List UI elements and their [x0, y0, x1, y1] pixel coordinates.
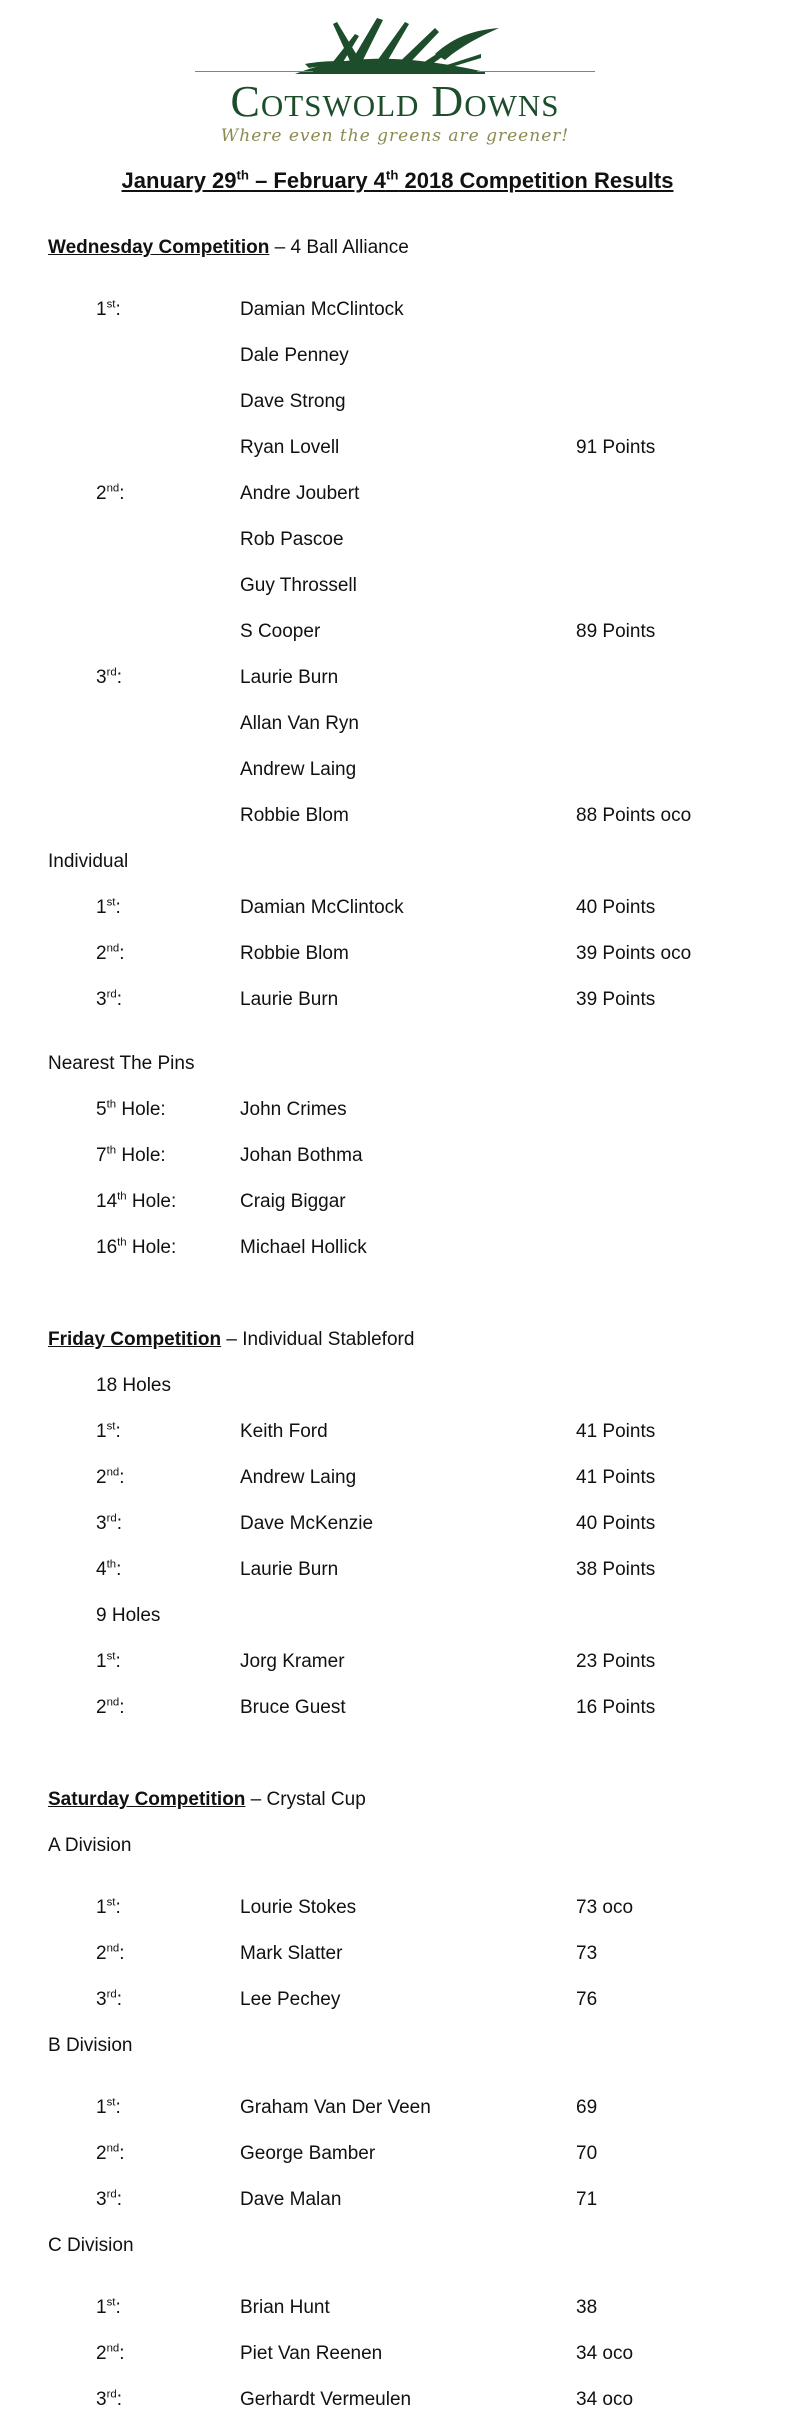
player-name: Gerhardt Vermeulen [240, 2389, 412, 2410]
rank-punct: : [115, 897, 121, 918]
title-sup: th [385, 167, 399, 183]
pin-row [0, 1142, 795, 1170]
rank-number: 1 [96, 2297, 107, 2318]
player-name: Lourie Stokes [240, 1897, 357, 1918]
hole-suffix: th [117, 1190, 127, 1203]
rank-suffix: nd [106, 1696, 120, 1709]
hole-word: Hole: [116, 1099, 166, 1120]
player-name: Johan Bothma [240, 1145, 363, 1166]
hole-suffix: th [117, 1236, 127, 1249]
group-label [0, 1050, 795, 1078]
rank-label [96, 664, 122, 692]
hole-label [96, 1188, 176, 1216]
page-title [0, 168, 795, 194]
group-label-text: C Division [48, 2235, 134, 2256]
rank-label [96, 2340, 125, 2368]
player-name: Mark Slatter [240, 1943, 343, 1964]
score: 39 Points [576, 989, 656, 1010]
rank-punct: : [119, 2143, 125, 2164]
rank-number: 1 [96, 1897, 107, 1918]
section-heading-text: Saturday Competition [48, 1789, 246, 1810]
rank-suffix: nd [106, 942, 120, 955]
score: 41 Points [576, 1467, 656, 1488]
section-subtitle: – Crystal Cup [245, 1789, 366, 1810]
player-name: Damian McClintock [240, 897, 404, 918]
rank-punct: : [115, 2097, 121, 2118]
score: 41 Points [576, 1421, 656, 1442]
section-heading-text: Friday Competition [48, 1329, 222, 1350]
player-name: Laurie Burn [240, 989, 339, 1010]
result-row [0, 2340, 795, 2368]
player-name: George Bamber [240, 2143, 376, 2164]
group-label [0, 1602, 795, 1630]
player-name: Michael Hollick [240, 1237, 367, 1258]
group-label [0, 2032, 795, 2060]
score: 16 Points [576, 1697, 656, 1718]
player-name: Damian McClintock [240, 299, 404, 320]
result-row [0, 2094, 795, 2122]
rank-label [96, 1940, 125, 1968]
score: 34 oco [576, 2343, 634, 2364]
rank-punct: : [119, 1943, 125, 1964]
player-name: Laurie Burn [240, 667, 339, 688]
rank-number: 2 [96, 2343, 107, 2364]
player-name: Andrew Laing [240, 759, 357, 780]
logo-rule-left [195, 71, 313, 72]
rank-punct: : [116, 989, 122, 1010]
team-row [0, 526, 795, 554]
title-part: – February 4 [248, 168, 386, 193]
hole-number: 7 [96, 1145, 107, 1166]
section-title [48, 1326, 414, 1354]
group-label-text: Individual [48, 851, 129, 872]
rank-number: 2 [96, 2143, 107, 2164]
rank-suffix: rd [106, 1988, 117, 2001]
title-sup: th [236, 167, 249, 183]
score: 88 Points oco [576, 805, 692, 826]
player-name: Andrew Laing [240, 1467, 357, 1488]
rank-label [96, 1694, 125, 1722]
section-subtitle: – Individual Stableford [221, 1329, 415, 1350]
section-title [48, 1786, 366, 1814]
rank-suffix: nd [106, 1466, 120, 1479]
result-row [0, 1418, 795, 1446]
player-name: Brian Hunt [240, 2297, 330, 2318]
player-name: Allan Van Ryn [240, 713, 359, 734]
rank-label [96, 2140, 125, 2168]
hole-number: 5 [96, 1099, 107, 1120]
rank-label [96, 480, 125, 508]
player-name: Graham Van Der Veen [240, 2097, 431, 2118]
result-row [0, 2186, 795, 2214]
score: 40 Points [576, 1513, 656, 1534]
score: 76 [576, 1989, 598, 2010]
score: 38 Points [576, 1559, 656, 1580]
team-row [0, 480, 795, 508]
hole-label [96, 1234, 176, 1262]
rank-punct: : [115, 2297, 121, 2318]
rank-punct: : [119, 483, 125, 504]
section-heading [0, 234, 795, 262]
section-title [48, 234, 409, 262]
rank-number: 3 [96, 2189, 107, 2210]
rank-number: 3 [96, 1513, 107, 1534]
result-row [0, 1648, 795, 1676]
player-name: Piet Van Reenen [240, 2343, 383, 2364]
result-row [0, 1464, 795, 1492]
team-row [0, 618, 795, 646]
player-name: S Cooper [240, 621, 321, 642]
hole-word: Hole: [126, 1237, 177, 1258]
rank-punct: : [119, 1697, 125, 1718]
player-name: Bruce Guest [240, 1697, 346, 1718]
section-heading [0, 1326, 795, 1354]
group-label [0, 1372, 795, 1400]
rank-punct: : [116, 2389, 122, 2410]
rank-number: 3 [96, 667, 107, 688]
team-row [0, 664, 795, 692]
result-row [0, 986, 795, 1014]
section-heading-text: Wednesday Competition [48, 237, 270, 258]
rank-number: 3 [96, 2389, 107, 2410]
rank-label [96, 986, 122, 1014]
title-part: 2018 Competition Results [398, 168, 674, 193]
player-name: Robbie Blom [240, 943, 349, 964]
hole-word: Hole: [126, 1191, 177, 1212]
rank-label [96, 1510, 122, 1538]
result-row [0, 1556, 795, 1584]
grass-logo-icon [285, 14, 505, 76]
team-row [0, 756, 795, 784]
hole-number: 16 [96, 1237, 118, 1258]
rank-number: 1 [96, 1421, 107, 1442]
rank-number: 2 [96, 1943, 107, 1964]
rank-number: 4 [96, 1559, 107, 1580]
rank-suffix: st [106, 1650, 116, 1663]
group-label-text: 9 Holes [96, 1605, 161, 1626]
team-row [0, 434, 795, 462]
rank-number: 2 [96, 943, 107, 964]
result-row [0, 894, 795, 922]
player-name: Keith Ford [240, 1421, 328, 1442]
hole-word: Hole: [116, 1145, 166, 1166]
group-label [0, 2232, 795, 2260]
hole-label [96, 1142, 166, 1170]
group-label [0, 1832, 795, 1860]
rank-punct: : [115, 1897, 121, 1918]
group-label-text: Nearest The Pins [48, 1053, 195, 1074]
rank-label [96, 2294, 121, 2322]
player-name: Dave McKenzie [240, 1513, 374, 1534]
rank-suffix: th [106, 1558, 117, 1571]
rank-label [96, 1464, 125, 1492]
title-part: January 29 [121, 168, 237, 193]
player-name: Laurie Burn [240, 1559, 339, 1580]
rank-punct: : [116, 667, 122, 688]
rank-punct: : [119, 1467, 125, 1488]
rank-suffix: nd [106, 2142, 120, 2155]
rank-suffix: st [106, 1420, 116, 1433]
rank-label [96, 2094, 121, 2122]
rank-suffix: st [106, 896, 116, 909]
group-label-text: A Division [48, 1835, 132, 1856]
score: 69 [576, 2097, 598, 2118]
rank-punct: : [119, 943, 125, 964]
player-name: Robbie Blom [240, 805, 349, 826]
team-row [0, 388, 795, 416]
result-row [0, 1894, 795, 1922]
player-name: Dave Malan [240, 2189, 342, 2210]
rank-label [96, 1648, 121, 1676]
logo-tagline: Where even the greens are greener! [220, 126, 570, 146]
score: 73 oco [576, 1897, 634, 1918]
rank-label [96, 1418, 121, 1446]
group-label [0, 848, 795, 876]
score: 23 Points [576, 1651, 656, 1672]
result-row [0, 940, 795, 968]
rank-punct: : [116, 2189, 122, 2210]
hole-number: 14 [96, 1191, 118, 1212]
rank-number: 1 [96, 897, 107, 918]
section-heading [0, 1786, 795, 1814]
rank-punct: : [115, 299, 121, 320]
player-name: Ryan Lovell [240, 437, 340, 458]
rank-suffix: rd [106, 2388, 117, 2401]
score: 73 [576, 1943, 598, 1964]
rank-suffix: st [106, 2096, 116, 2109]
player-name: John Crimes [240, 1099, 347, 1120]
score: 34 oco [576, 2389, 634, 2410]
score: 39 Points oco [576, 943, 692, 964]
rank-punct: : [116, 1513, 122, 1534]
rank-suffix: nd [106, 1942, 120, 1955]
player-name: Guy Throssell [240, 575, 357, 596]
rank-suffix: rd [106, 988, 117, 1001]
rank-label [96, 940, 125, 968]
rank-label [96, 1556, 121, 1584]
team-row [0, 296, 795, 324]
score: 91 Points [576, 437, 656, 458]
club-logo [195, 14, 595, 154]
rank-punct: : [115, 1421, 121, 1442]
rank-label [96, 894, 121, 922]
rank-punct: : [119, 2343, 125, 2364]
pin-row [0, 1096, 795, 1124]
player-name: Dale Penney [240, 345, 349, 366]
logo-rule-right [477, 71, 595, 72]
result-row [0, 2140, 795, 2168]
team-row [0, 802, 795, 830]
rank-suffix: nd [106, 2342, 120, 2355]
player-name: Andre Joubert [240, 483, 360, 504]
rank-number: 3 [96, 989, 107, 1010]
rank-suffix: rd [106, 2188, 117, 2201]
rank-number: 2 [96, 483, 107, 504]
player-name: Rob Pascoe [240, 529, 344, 550]
pin-row [0, 1188, 795, 1216]
player-name: Craig Biggar [240, 1191, 346, 1212]
player-name: Dave Strong [240, 391, 346, 412]
rank-suffix: st [106, 298, 116, 311]
result-row [0, 2294, 795, 2322]
rank-number: 1 [96, 1651, 107, 1672]
rank-suffix: st [106, 2296, 116, 2309]
rank-number: 3 [96, 1989, 107, 2010]
hole-label [96, 1096, 166, 1124]
result-row [0, 1940, 795, 1968]
rank-punct: : [116, 1559, 122, 1580]
hole-suffix: th [106, 1144, 117, 1157]
rank-label [96, 1986, 122, 2014]
rank-number: 1 [96, 299, 107, 320]
rank-number: 2 [96, 1467, 107, 1488]
rank-punct: : [116, 1989, 122, 2010]
rank-number: 1 [96, 2097, 107, 2118]
score: 40 Points [576, 897, 656, 918]
team-row [0, 342, 795, 370]
result-row [0, 1510, 795, 1538]
rank-punct: : [115, 1651, 121, 1672]
result-row [0, 1986, 795, 2014]
rank-label [96, 296, 121, 324]
score: 89 Points [576, 621, 656, 642]
rank-label [96, 2386, 122, 2414]
score: 38 [576, 2297, 598, 2318]
section-subtitle: – 4 Ball Alliance [269, 237, 409, 258]
rank-suffix: st [106, 1896, 116, 1909]
rank-number: 2 [96, 1697, 107, 1718]
logo-name: Cotswold Downs [230, 77, 560, 126]
rank-suffix: nd [106, 482, 120, 495]
hole-suffix: th [106, 1098, 117, 1111]
score: 71 [576, 2189, 598, 2210]
player-name: Lee Pechey [240, 1989, 341, 2010]
group-label-text: 18 Holes [96, 1375, 171, 1396]
result-row [0, 2386, 795, 2414]
player-name: Jorg Kramer [240, 1651, 345, 1672]
team-row [0, 572, 795, 600]
score: 70 [576, 2143, 598, 2164]
rank-label [96, 1894, 121, 1922]
rank-suffix: rd [106, 1512, 117, 1525]
group-label-text: B Division [48, 2035, 133, 2056]
result-row [0, 1694, 795, 1722]
pin-row [0, 1234, 795, 1262]
rank-label [96, 2186, 122, 2214]
rank-suffix: rd [106, 666, 117, 679]
team-row [0, 710, 795, 738]
